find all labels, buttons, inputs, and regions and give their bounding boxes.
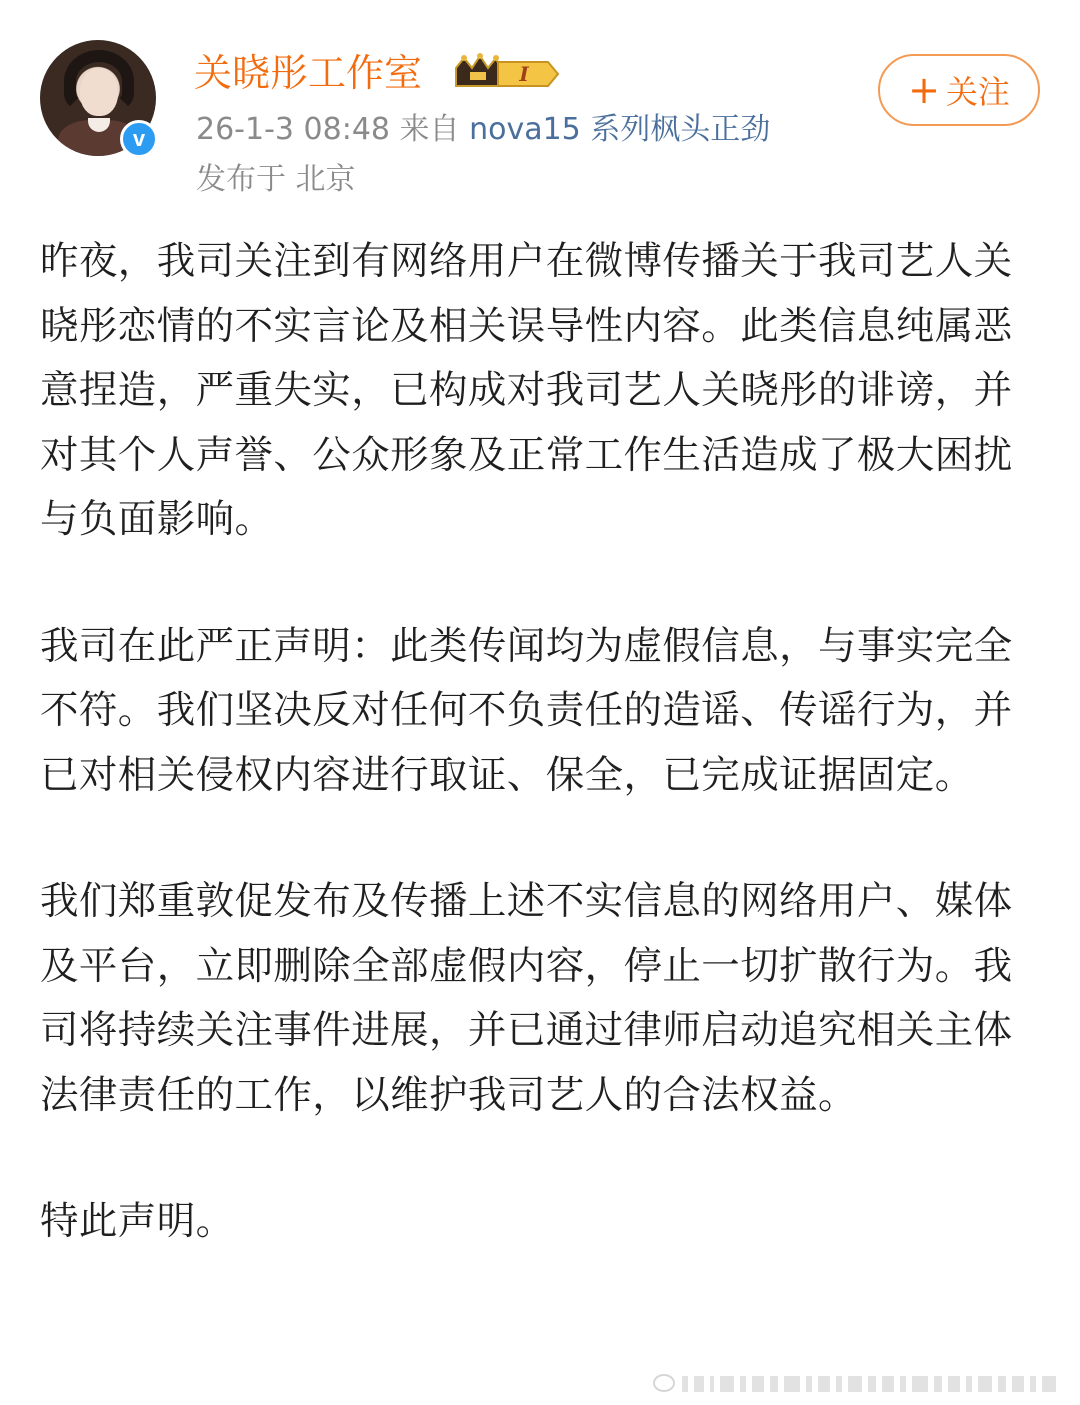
plus-icon: +	[908, 68, 940, 112]
vip-level-text: I	[519, 62, 529, 86]
post-paragraph: 特此声明。	[40, 1199, 235, 1244]
post-paragraph: 我司在此严正声明：此类传闻均为虚假信息，与事实完全不符。我们坚决反对任何不负责任的造谣、传谣行为，并已对相关侵权内容进行取证、保全，已完成证据固定。	[40, 623, 1013, 798]
avatar-hair	[64, 50, 134, 112]
verified-icon: v	[120, 120, 158, 158]
watermark-icon	[650, 1368, 1070, 1398]
post-paragraph: 我们郑重敦促发布及传播上述不实信息的网络用户、媒体及平台，立即删除全部虚假内容，停止一切扩散行为。我司将持续关注事件进展，并已通过律师启动追究相关主体法律责任的工作，以维护我司艺人的合法权益。	[40, 879, 1013, 1118]
follow-button[interactable]	[878, 54, 1040, 126]
source-device-link[interactable]: nova15 系列枫头正劲	[469, 112, 771, 147]
author-name[interactable]: 关晓彤工作室	[194, 51, 423, 95]
post-location: 发布于 北京	[196, 162, 356, 197]
post-meta	[196, 110, 770, 150]
crown-vip-icon	[450, 52, 562, 94]
post-content	[40, 230, 1025, 1255]
post-paragraph: 昨夜，我司关注到有网络用户在微博传播关于我司艺人关晓彤恋情的不实言论及相关误导性内容。此类信息纯属恶意捏造，严重失实，已构成对我司艺人关晓彤的诽谤，并对其个人声誉、公众形象及正常工作生活造成了极大困扰与负面影响。	[40, 239, 1013, 542]
source-prefix: 来自	[399, 112, 460, 147]
follow-label: 关注	[945, 73, 1010, 111]
post-timestamp: 26-1-3 08:48	[196, 112, 390, 147]
post-header	[0, 0, 1080, 215]
